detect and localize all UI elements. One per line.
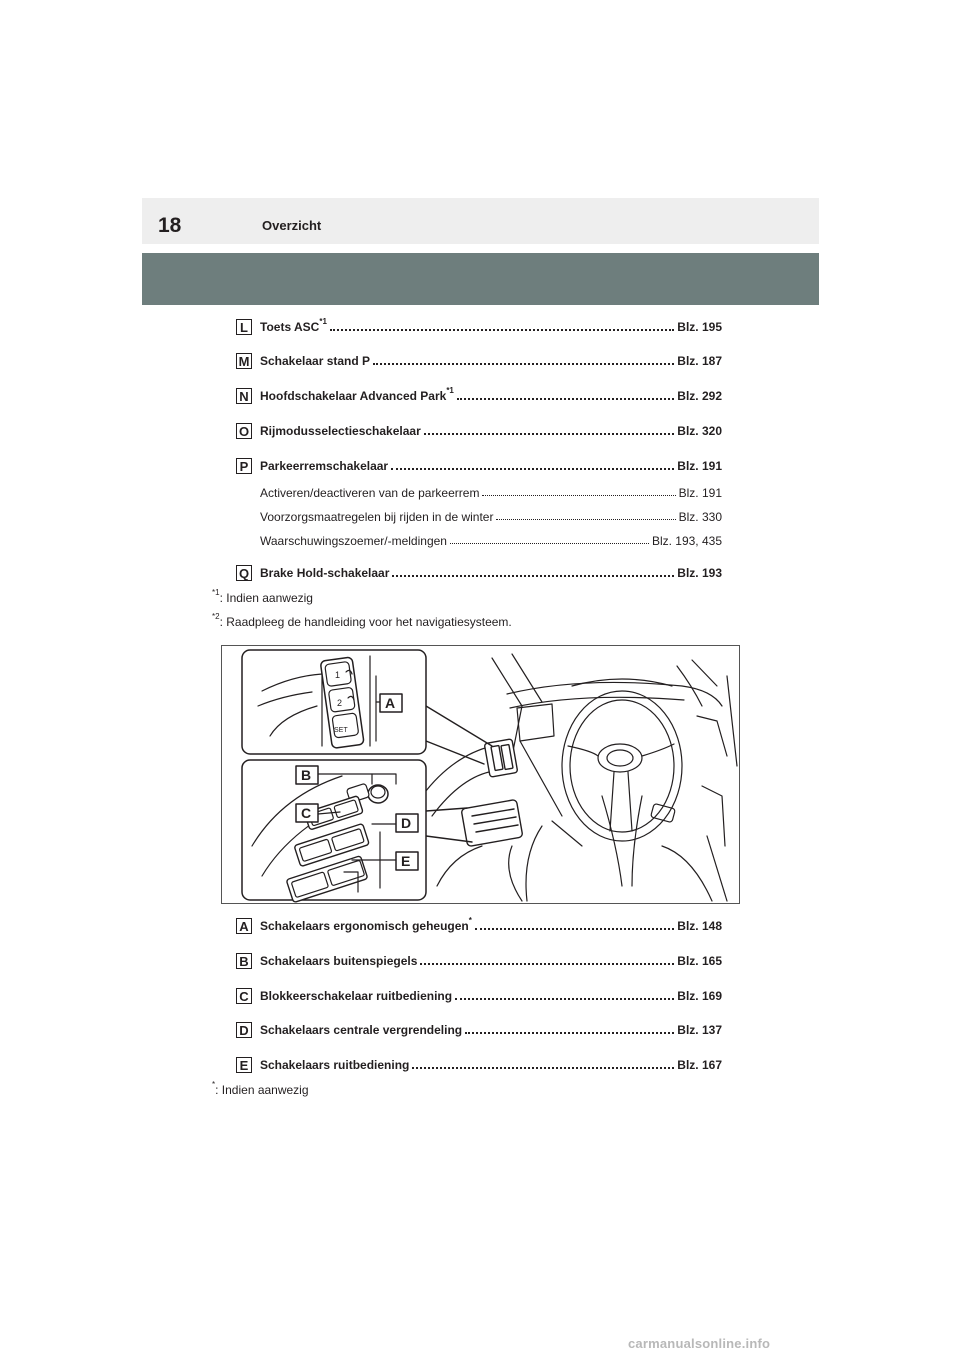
letter-badge: L (236, 319, 252, 335)
leader-dots (330, 329, 674, 331)
sub-entry[interactable] (260, 533, 722, 549)
memory-button-2: 2 (337, 698, 343, 708)
door-switch-inset (242, 760, 426, 903)
entry-label: Parkeerremschakelaar (260, 459, 389, 473)
page-ref[interactable]: Blz. 193 (677, 566, 722, 580)
section-band (142, 253, 819, 305)
page-ref[interactable]: Blz. 137 (677, 1023, 722, 1037)
letter-badge: N (236, 388, 252, 404)
entry-label: Brake Hold-schakelaar (260, 566, 390, 580)
header-bar (142, 198, 819, 244)
page-ref[interactable]: Blz. 320 (677, 424, 722, 438)
entry-label: Schakelaars buitenspiegels (260, 954, 418, 968)
entry-o[interactable] (236, 421, 722, 441)
entry-label: Blokkeerschakelaar ruitbediening (260, 989, 453, 1003)
leader-dots (392, 575, 674, 577)
memory-button-set: SET (334, 727, 348, 734)
leader-dots (450, 543, 649, 544)
footnote-2: $^{*2}$: Raadpleeg de handleiding voor het navigatiesysteem. (212, 612, 512, 629)
svg-text:C: C (301, 805, 312, 821)
entry-c[interactable] (236, 986, 722, 1006)
footnote-mark: * (468, 916, 472, 925)
sub-entry[interactable] (260, 509, 722, 525)
entry-n[interactable] (236, 386, 722, 406)
memory-button-1: 1 (335, 670, 341, 680)
entry-a[interactable] (236, 916, 722, 936)
letter-badge: E (236, 1057, 252, 1073)
letter-badge: O (236, 423, 252, 439)
letter-badge: B (236, 953, 252, 969)
leader-dots (424, 433, 675, 435)
page-ref[interactable]: Blz. 292 (677, 389, 722, 403)
page-ref[interactable]: Blz. 148 (677, 919, 722, 933)
leader-dots (496, 519, 675, 520)
entry-label: Schakelaars ergonomisch geheugen* (260, 916, 472, 933)
page-ref[interactable]: Blz. 167 (677, 1058, 722, 1072)
leader-dots (373, 363, 674, 365)
page-ref[interactable]: Blz. 191 (678, 486, 722, 500)
entry-label: Rijmodusselectieschakelaar (260, 424, 421, 438)
leader-dots (475, 928, 674, 930)
footnote-bottom: *: Indien aanwezig (212, 1080, 309, 1097)
page-number: 18 (158, 214, 182, 237)
entry-label: Schakelaars centrale vergrendeling (260, 1023, 463, 1037)
letter-badge: D (236, 1022, 252, 1038)
letter-badge: M (236, 353, 252, 369)
footnote-1: $^{*1}$: Indien aanwezig (212, 588, 313, 605)
leader-dots (420, 963, 674, 965)
door-switch-illustration (221, 645, 740, 904)
entry-e[interactable] (236, 1055, 722, 1075)
entry-label: Schakelaar stand P (260, 354, 371, 368)
sub-entry[interactable] (260, 485, 722, 501)
leader-dots (412, 1067, 674, 1069)
page-ref[interactable]: Blz. 169 (677, 989, 722, 1003)
page-ref[interactable]: Blz. 165 (677, 954, 722, 968)
section-title: Overzicht (262, 218, 322, 233)
entry-label: Schakelaars ruitbediening (260, 1058, 410, 1072)
window-switch-location (461, 799, 523, 846)
svg-text:D: D (401, 815, 412, 831)
letter-badge: Q (236, 565, 252, 581)
svg-text:E: E (401, 853, 411, 869)
footnote-mark: *1 (319, 317, 327, 326)
page-ref[interactable]: Blz. 191 (677, 459, 722, 473)
entry-l[interactable] (236, 317, 722, 337)
memory-switch-inset (242, 650, 426, 754)
leader-dots (455, 998, 674, 1000)
leader-dots (457, 398, 674, 400)
leader-dots (465, 1032, 674, 1034)
entry-p[interactable] (236, 456, 722, 476)
entry-d[interactable] (236, 1020, 722, 1040)
letter-badge: C (236, 988, 252, 1004)
svg-text:A: A (385, 695, 396, 711)
footnote-mark: *1 (446, 386, 454, 395)
letter-badge: P (236, 458, 252, 474)
sub-entry-label: Voorzorgsmaatregelen bij rijden in de winter (260, 510, 494, 524)
cabin-drawing (422, 654, 737, 901)
page-ref[interactable]: Blz. 193, 435 (651, 534, 722, 548)
page-ref[interactable]: Blz. 330 (678, 510, 722, 524)
sub-entry-label: Activeren/deactiveren van de parkeerrem (260, 486, 480, 500)
entry-q[interactable] (236, 563, 722, 583)
watermark: carmanualsonline.info (628, 1336, 771, 1351)
sub-entry-label: Waarschuwingszoemer/-meldingen (260, 534, 447, 548)
entry-label: Hoofdschakelaar Advanced Park$^{*1}$ (260, 386, 454, 403)
entry-label: Toets ASC$^{*1}$ (260, 317, 327, 334)
letter-badge: A (236, 918, 252, 934)
page-ref[interactable]: Blz. 195 (677, 320, 722, 334)
entry-m[interactable] (236, 351, 722, 371)
leader-dots (482, 495, 675, 496)
entry-b[interactable] (236, 951, 722, 971)
svg-text:B: B (301, 767, 312, 783)
leader-dots (391, 468, 674, 470)
page-ref[interactable]: Blz. 187 (677, 354, 722, 368)
